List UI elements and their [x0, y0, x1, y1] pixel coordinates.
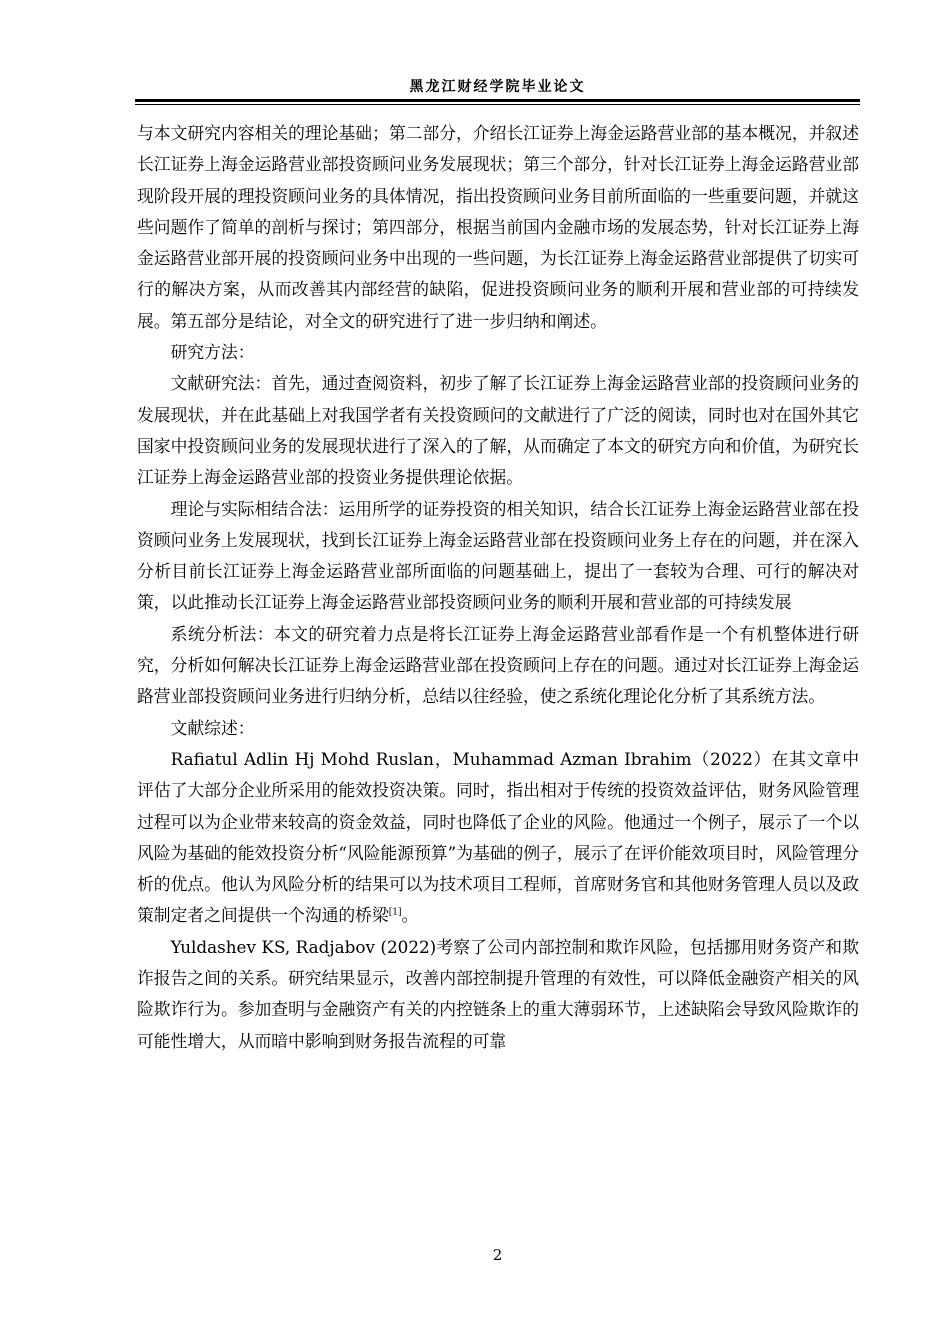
page-header-title: 黑龙江财经学院毕业论文	[409, 79, 586, 95]
paragraph-research-methods-heading: 研究方法：	[170, 342, 255, 363]
paragraph-review-ruslan-ibrahim	[137, 744, 859, 932]
paragraph-structure-summary: 与本文研究内容相关的理论基础；第二部分，介绍长江证券上海金运路营业部的基本概况，并叙述长江证券上海金运路营业部投资顾问业务发展现状；第三个部分，针对长江证券上海金运路营业部现阶段开展的理投资顾问业务的具体情况，指出投资顾问业务目前所面临的一些重要问题，并就这些问题作了简单的剖析与探讨；第四部分，根据当前国内金融市场的发展态势，针对长江证券上海金运路营业部开展的投资顾问业务中出现的一些问题，为长江证券上海金运路营业部提供了切实可行的解决方案，从而改善其内部经营的缺陷，促进投资顾问业务的顺利开展和营业部的可持续发展。第五部分是结论，对全文的研究进行了进一步归纳和阐述。	[137, 123, 859, 331]
paragraph-theory-practice-method: 理论与实际相结合法：运用所学的证券投资的相关知识，结合长江证券上海金运路营业部在投资顾问业务上发展现状，找到长江证券上海金运路营业部在投资顾问业务上存在的问题，并在深入分析目前长江证券上海金运路营业部所面临的问题基础上，提出了一套较为合理、可行的解决对策，以此推动长江证券上海金运路营业部投资顾问业务的顺利开展和营业部的可持续发展	[137, 498, 859, 613]
header-rule-thin	[135, 104, 860, 105]
review-ruslan-text: Rafiatul Adlin Hj Mohd Ruslan，Muhammad Azman Ibrahim（2022）在其文章中评估了大部分企业所采用的能效投资决策。同时，指出相对于传统的投资效益评估，财务风险管理过程可以为企业带来较高的资金效益，同时也降低了企业的风险。他通过一个例子，展示了一个以风险为基础的能效投资分析“风险能源预算”为基础的例子，展示了在评价能效项目时，风险管理分析的优点。他认为风险分析的结果可以为技术项目工程师，首席财务官和其他财务管理人员以及政策制定者之间提供一个沟通的桥梁	[137, 748, 859, 926]
paragraph-system-analysis-method: 系统分析法：本文的研究着力点是将长江证券上海金运路营业部看作是一个有机整体进行研究，分析如何解决长江证券上海金运路营业部在投资顾问上存在的问题。通过对长江证券上海金运路营业部投资顾问业务进行归纳分析，总结以往经验，使之系统化理论化分析了其系统方法。	[137, 623, 859, 707]
review-ruslan-tail: 。	[401, 905, 419, 926]
paragraph-review-yuldashev: Yuldashev KS, Radjabov (2022)考察了公司内部控制和欺诈风险，包括挪用财务资产和欺诈报告之间的关系。研究结果显示，改善内部控制提升管理的有效性，可以降低金融资产相关的风险欺诈行为。参加查明与金融资产有关的内控链条上的重大薄弱环节，上述缺陷会导致风险欺诈的可能性增大，从而暗中影响到财务报告流程的可靠	[137, 936, 859, 1051]
document-body	[137, 118, 859, 1057]
header-rule-thick	[135, 99, 860, 102]
citation-reference-1[interactable]: [1]	[388, 907, 402, 918]
page-number: 2	[492, 1246, 503, 1264]
paragraph-literature-review-heading: 文献综述：	[170, 717, 255, 738]
paragraph-literature-research-method: 文献研究法：首先，通过查阅资料，初步了解了长江证券上海金运路营业部的投资顾问业务的发展现状，并在此基础上对我国学者有关投资顾问的文献进行了广泛的阅读，同时也对在国外其它国家中投资顾问业务的发展现状进行了深入的了解，从而确定了本文的研究方向和价值，为研究长江证券上海金运路营业部的投资业务提供理论依据。	[137, 373, 859, 488]
